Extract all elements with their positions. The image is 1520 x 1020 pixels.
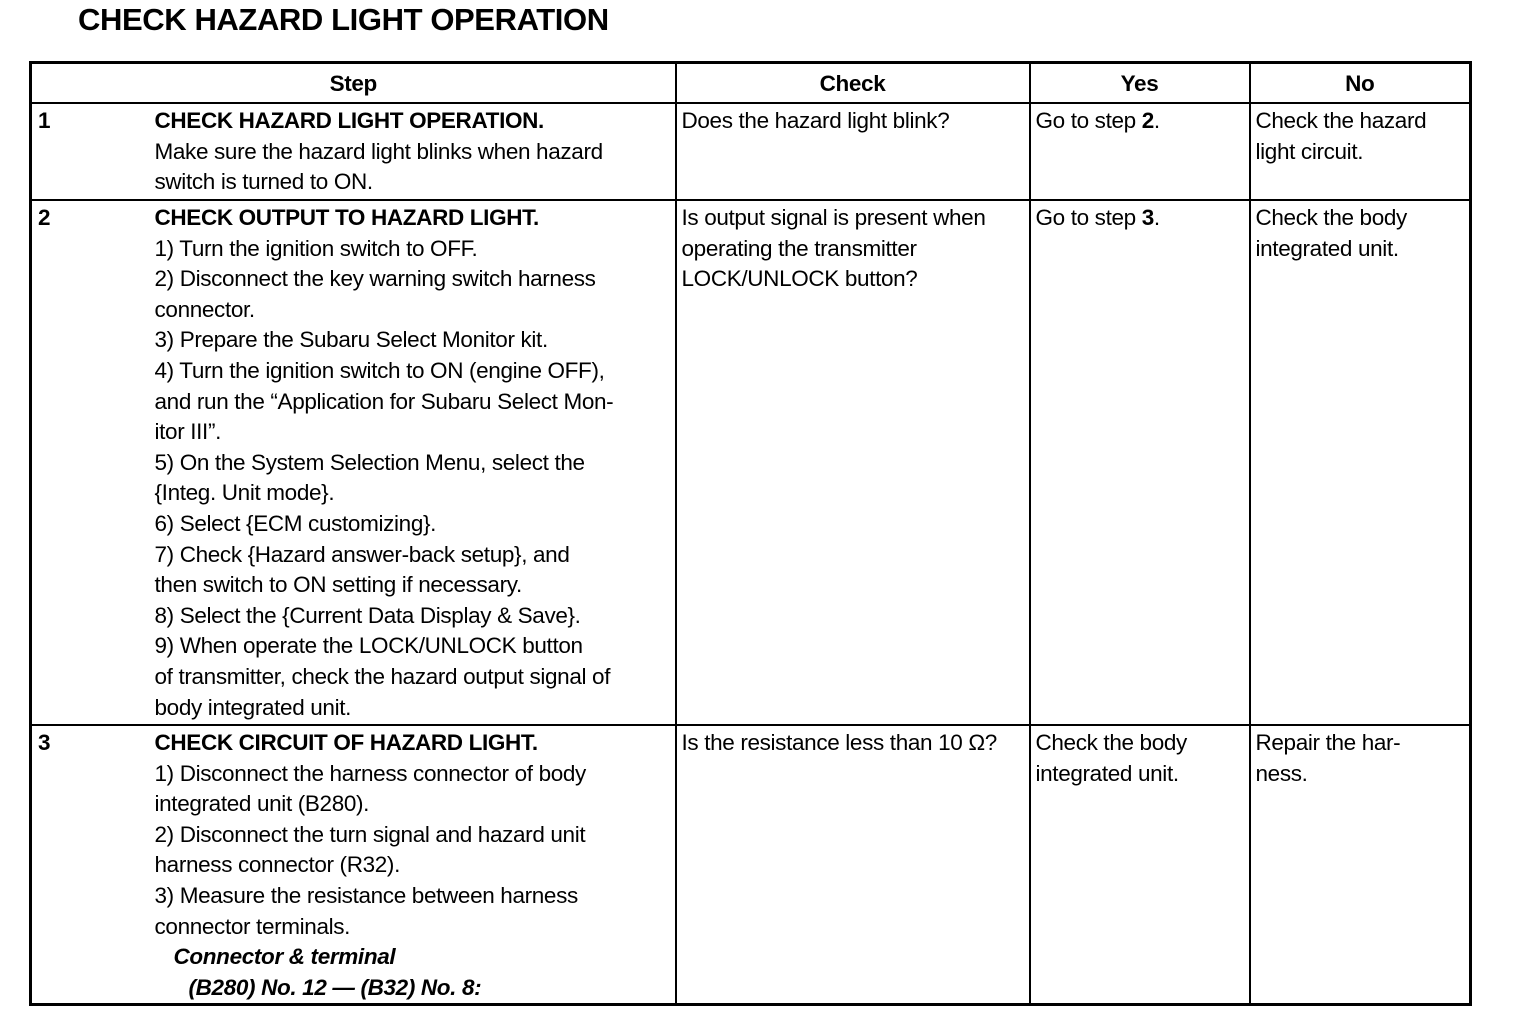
yes-line: Check the body <box>1035 730 1187 755</box>
yes-text: Go to step <box>1035 108 1142 133</box>
step-line: itor III”. <box>154 419 222 445</box>
check-line: Is the resistance less than 10 Ω? <box>681 730 997 755</box>
step-line: body integrated unit. <box>154 694 352 720</box>
step-number: 1 <box>31 103 152 200</box>
step-line: 5) On the System Selection Menu, select the <box>154 449 585 475</box>
no-line: Check the hazard <box>1255 108 1427 133</box>
step-line: Make sure the hazard light blinks when hazard <box>154 138 603 164</box>
check-cell <box>676 725 1030 1005</box>
check-line: operating the transmitter <box>681 235 917 261</box>
no-cell <box>1250 200 1471 725</box>
header-step: Step <box>31 63 676 104</box>
header-check: Check <box>676 63 1030 104</box>
no-line: Repair the har- <box>1255 730 1401 755</box>
step-line: of transmitter, check the hazard output signal of <box>154 663 611 689</box>
header-row <box>31 63 1471 104</box>
step-title: CHECK CIRCUIT OF HAZARD LIGHT. <box>154 730 538 755</box>
step-line: then switch to ON setting if necessary. <box>154 572 522 598</box>
step-line: switch is turned to ON. <box>154 169 373 195</box>
step-line: connector terminals. <box>154 913 351 939</box>
step-number: 2 <box>31 200 152 725</box>
step-title: CHECK OUTPUT TO HAZARD LIGHT. <box>154 205 539 230</box>
step-line: 8) Select the {Current Data Display & Save}. <box>154 602 581 628</box>
step-line: 9) When operate the LOCK/UNLOCK button <box>154 633 583 659</box>
step-line: 7) Check {Hazard answer-back setup}, and <box>154 541 570 567</box>
table-row <box>31 200 1471 725</box>
yes-step-number: 2 <box>1141 108 1154 133</box>
yes-line <box>1036 106 1245 137</box>
yes-line <box>1036 203 1245 234</box>
check-line: Does the hazard light blink? <box>681 108 950 133</box>
check-cell <box>676 103 1030 200</box>
connector-terminal-line: (B280) No. 12 — (B32) No. 8: <box>188 974 482 1000</box>
no-line: ness. <box>1255 760 1308 786</box>
table-row <box>31 103 1471 200</box>
step-line: 2) Disconnect the turn signal and hazard unit <box>154 821 586 847</box>
step-line: 4) Turn the ignition switch to ON (engine OFF), <box>154 357 605 383</box>
step-line: and run the “Application for Subaru Select Mon- <box>154 388 614 414</box>
yes-cell <box>1030 725 1250 1005</box>
step-description <box>152 725 676 1005</box>
yes-cell <box>1030 103 1250 200</box>
table-row <box>31 725 1471 1005</box>
step-line: harness connector (R32). <box>154 852 400 878</box>
step-line: 1) Turn the ignition switch to OFF. <box>154 235 478 261</box>
header-no: No <box>1250 63 1471 104</box>
no-line: light circuit. <box>1255 138 1364 164</box>
step-line: 1) Disconnect the harness connector of body <box>154 760 586 786</box>
no-line: Check the body <box>1255 205 1407 230</box>
step-line: 6) Select {ECM customizing}. <box>154 510 437 536</box>
no-cell <box>1250 103 1471 200</box>
step-line: connector. <box>154 296 255 322</box>
step-line: 2) Disconnect the key warning switch harness <box>154 266 596 292</box>
yes-cell <box>1030 200 1250 725</box>
yes-text-end: . <box>1153 205 1160 230</box>
step-description <box>152 103 676 200</box>
step-line: integrated unit (B280). <box>154 791 370 817</box>
yes-step-number: 3 <box>1141 205 1154 230</box>
header-yes: Yes <box>1030 63 1250 104</box>
diagnostic-table <box>29 61 1472 1006</box>
no-line: integrated unit. <box>1255 235 1399 261</box>
step-number: 3 <box>31 725 152 1005</box>
step-line: 3) Prepare the Subaru Select Monitor kit. <box>154 327 548 353</box>
yes-line: integrated unit. <box>1035 760 1179 786</box>
step-line: 3) Measure the resistance between harness <box>154 882 578 908</box>
check-line: LOCK/UNLOCK button? <box>681 266 918 292</box>
step-title: CHECK HAZARD LIGHT OPERATION. <box>154 108 544 133</box>
yes-text: Go to step <box>1035 205 1142 230</box>
yes-text-end: . <box>1153 108 1160 133</box>
step-line: {Integ. Unit mode}. <box>154 480 335 506</box>
step-description <box>152 200 676 725</box>
no-cell <box>1250 725 1471 1005</box>
page-title: CHECK HAZARD LIGHT OPERATION <box>78 2 609 37</box>
check-line: Is output signal is present when <box>681 205 986 230</box>
check-cell <box>676 200 1030 725</box>
connector-terminal-line: Connector & terminal <box>173 944 396 970</box>
